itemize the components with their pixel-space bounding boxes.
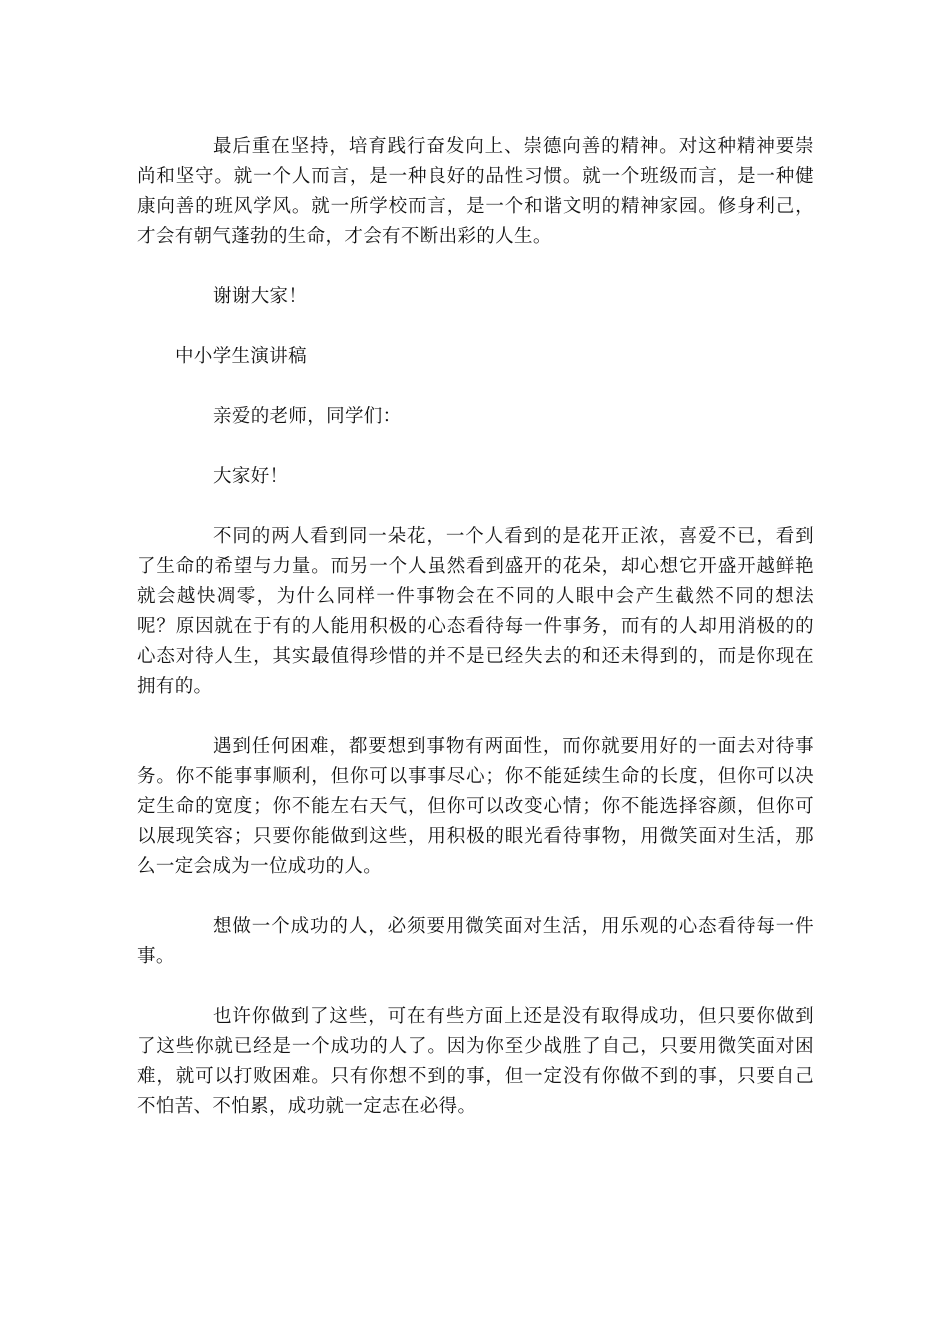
- paragraph-difficulties: 遇到任何困难，都要想到事物有两面性，而你就要用好的一面去对待事务。你不能事事顺利，但你可以事事尽心；你不能延续生命的长度，但你可以决定生命的宽度；你不能左右天气，但你可以改变心情；你不能选择容颜，但你可以展现笑容；只要你能做到这些，用积极的眼光看待事物，用微笑面对生活，那么一定会成为一位成功的人。: [137, 736, 814, 877]
- paragraph-conclusion: 也许你做到了这些，可在有些方面上还是没有取得成功，但只要你做到了这些你就已经是一个成功的人了。因为你至少战胜了自己，只要用微笑面对困难，就可以打败困难。只有你想不到的事，但一定没有你做不到的事，只要自己不怕苦、不怕累，成功就一定志在必得。: [137, 1006, 814, 1117]
- document-body: [137, 132, 814, 1152]
- speech-title: 中小学生演讲稿: [175, 346, 307, 367]
- paragraph-thanks: 谢谢大家！: [213, 286, 308, 307]
- paragraph-greeting-teachers: 亲爱的老师，同学们：: [213, 406, 402, 427]
- paragraph-success-smile: 想做一个成功的人，必须要用微笑面对生活，用乐观的心态看待每一件事。: [137, 916, 814, 967]
- paragraph-hello: 大家好！: [213, 466, 289, 487]
- paragraph-perseverance: 最后重在坚持，培育践行奋发向上、崇德向善的精神。对这种精神要崇尚和坚守。就一个人而言，是一种良好的品性习惯。就一个班级而言，是一种健康向善的班风学风。就一所学校而言，是一个和谐文明的精神家园。修身利己，才会有朝气蓬勃的生命，才会有不断出彩的人生。: [137, 136, 814, 247]
- paragraph-flower: 不同的两人看到同一朵花，一个人看到的是花开正浓，喜爱不已，看到了生命的希望与力量。而另一个人虽然看到盛开的花朵，却心想它开盛开越鲜艳就会越快凋零，为什么同样一件事物会在不同的人眼中会产生截然不同的想法呢？原因就在于有的人能用积极的心态看待每一件事务，而有的人却用消极的的心态对待人生，其实最值得珍惜的并不是已经失去的和还未得到的，而是你现在拥有的。: [137, 526, 814, 697]
